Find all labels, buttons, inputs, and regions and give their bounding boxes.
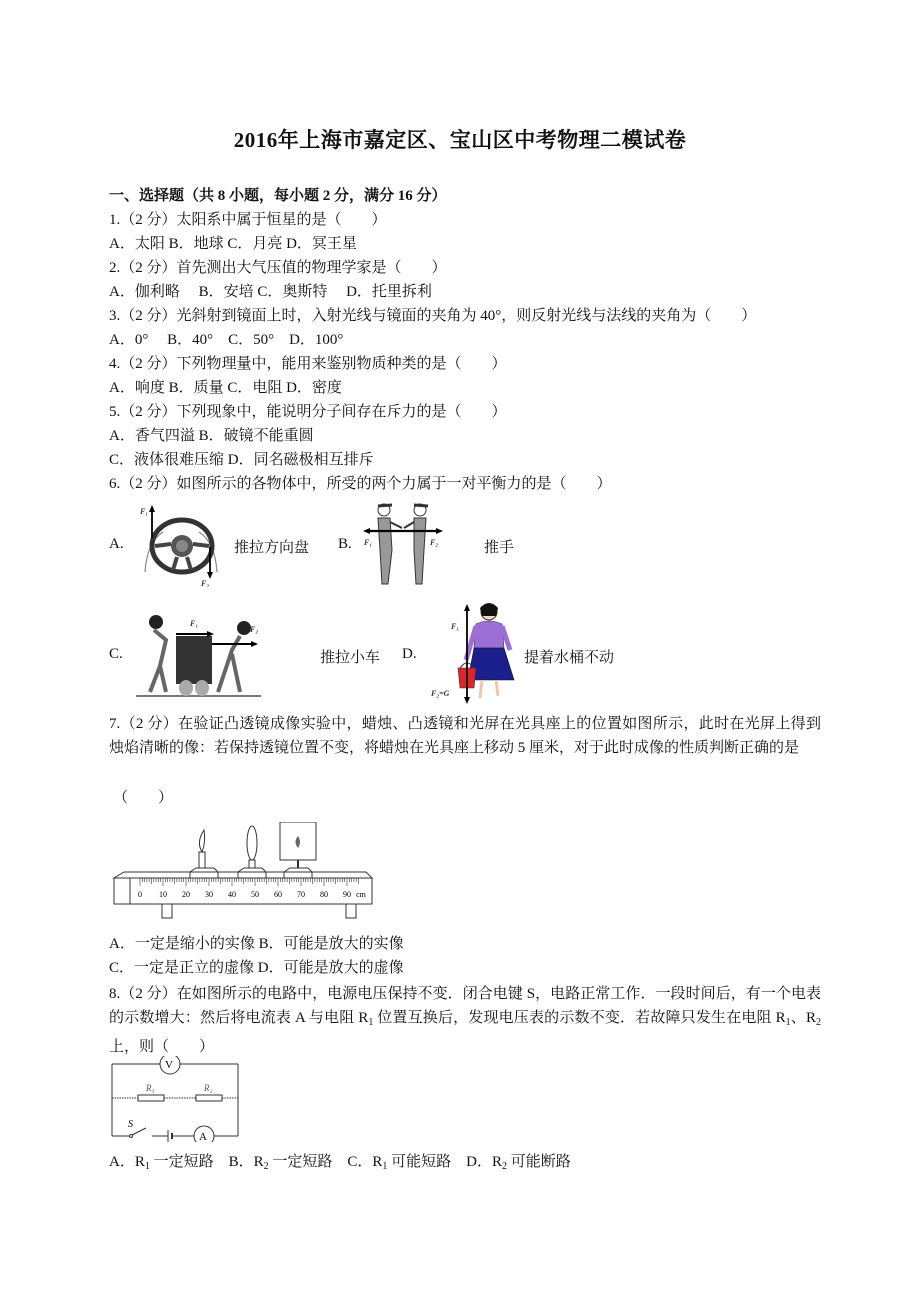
sub-2: 2 bbox=[816, 1017, 821, 1028]
steering-wheel-figure bbox=[135, 502, 230, 587]
q8-option-part: A．R bbox=[109, 1154, 145, 1170]
q3-stem: 3.（2 分）光斜射到镜面上时，入射光线与镜面的夹角为 40°，则反射光线与法线的夹角为（ ） bbox=[109, 308, 757, 324]
ruler-label: 30 bbox=[205, 890, 213, 899]
push-hands-figure bbox=[362, 500, 444, 590]
ruler-label: 40 bbox=[228, 890, 236, 899]
q6-stem: 6.（2 分）如图所示的各物体中，所受的两个力属于一对平衡力的是（ ） bbox=[109, 476, 612, 492]
q7-options-cd: C．一定是正立的虚像 D．可能是放大的虚像 bbox=[109, 960, 404, 976]
q8-option-part: 可能短路 D．R bbox=[387, 1154, 502, 1170]
q1-stem: 1.（2 分）太阳系中属于恒星的是（ ） bbox=[109, 212, 387, 228]
q3-options: A．0° B．40° C．50° D．100° bbox=[109, 332, 344, 348]
q5-stem: 5.（2 分）下列现象中，能说明分子间存在斥力的是（ ） bbox=[109, 404, 507, 420]
ruler-label: 90 bbox=[343, 890, 351, 899]
ruler-label: 80 bbox=[320, 890, 328, 899]
q7-stem: 7.（2 分）在验证凸透镜成像实验中，蜡烛、凸透镜和光屏在光具座上的位置如图所示，此时在光屏上得到烛焰清晰的像：若保持透镜位置不变，将蜡烛在光具座上移动 5 厘米，对于此时成像的性质判断正确的是 bbox=[109, 716, 821, 756]
f1-label: F₁ bbox=[364, 538, 373, 547]
sub-1: 1 bbox=[368, 1017, 374, 1028]
q6-option-d-caption: 提着水桶不动 bbox=[524, 650, 615, 666]
f2-label: F₂ bbox=[201, 579, 210, 587]
q6-option-b-caption: 推手 bbox=[484, 540, 515, 556]
r2-label: R₂ bbox=[204, 1083, 213, 1093]
q8-option-part: 一定短路 B．R bbox=[149, 1154, 264, 1170]
ruler-label: 60 bbox=[274, 890, 282, 899]
q8-stem-part: 8.（2 分）在如图所示的电路中，电源电压保持不变．闭合电键 S，电路正常工作．一段时间后，有一个电表的示数增大：然后将电流表 A 与电阻 R bbox=[109, 986, 821, 1026]
f2-label: F₂=G bbox=[431, 689, 450, 698]
f1-label: F₁ bbox=[140, 507, 149, 516]
optical-bench-figure bbox=[110, 822, 375, 922]
q8-stem bbox=[109, 982, 821, 1059]
q8-stem-part: 位置互换后，发现电压表的示数不变．若故障只发生在电阻 R bbox=[373, 1010, 786, 1026]
q7-options-ab: A．一定是缩小的实像 B．可能是放大的实像 bbox=[109, 936, 404, 952]
q2-stem: 2.（2 分）首先测出大气压值的物理学家是（ ） bbox=[109, 260, 447, 276]
sub-1: 1 bbox=[785, 1017, 791, 1028]
f2-label: F₂ bbox=[250, 625, 259, 634]
voltmeter-label: V bbox=[165, 1059, 173, 1071]
sub: 2 bbox=[263, 1161, 269, 1172]
q5-options-ab: A．香气四溢 B．破镜不能重圆 bbox=[109, 428, 314, 444]
ruler-label: 10 bbox=[159, 890, 167, 899]
switch-label: S bbox=[128, 1119, 133, 1130]
page-title: 2016年上海市嘉定区、宝山区中考物理二模试卷 bbox=[233, 128, 687, 152]
f2-label: F₂ bbox=[430, 538, 439, 547]
q6-option-a-caption: 推拉方向盘 bbox=[234, 540, 310, 556]
q6-option-c-caption: 推拉小车 bbox=[320, 650, 381, 666]
q8-stem-part: 上，则（ ） bbox=[109, 1039, 215, 1055]
q4-options: A．响度 B．质量 C．电阻 D．密度 bbox=[109, 380, 342, 396]
circuit-diagram bbox=[108, 1056, 243, 1142]
q6-option-c-label: C. bbox=[109, 646, 123, 662]
cart-push-pull-figure bbox=[136, 606, 261, 700]
q7-answer-paren: （ ） bbox=[113, 790, 174, 806]
ruler-label: 20 bbox=[182, 890, 190, 899]
q4-stem: 4.（2 分）下列物理量中，能用来鉴别物质种类的是（ ） bbox=[109, 356, 507, 372]
sub: 1 bbox=[144, 1161, 150, 1172]
q6-option-b-label: B. bbox=[338, 536, 352, 552]
ruler-label: 70 bbox=[297, 890, 305, 899]
ruler-label: cm bbox=[356, 890, 366, 899]
ammeter-label: A bbox=[199, 1131, 207, 1142]
ruler-label: 50 bbox=[251, 890, 259, 899]
q1-options: A．太阳 B．地球 C．月亮 D．冥王星 bbox=[109, 236, 357, 252]
section-heading: 一、选择题（共 8 小题，每小题 2 分，满分 16 分） bbox=[109, 188, 447, 204]
ruler-label: 0 bbox=[138, 890, 142, 899]
q6-option-a-label: A. bbox=[109, 536, 124, 552]
r1-label: R₁ bbox=[146, 1083, 155, 1093]
q8-option-part: 可能断路 bbox=[506, 1154, 571, 1170]
q8-option-part: 一定短路 C．R bbox=[268, 1154, 383, 1170]
f1-label: F₁ bbox=[190, 619, 199, 628]
q8-options bbox=[109, 1152, 571, 1177]
q5-options-cd: C．液体很难压缩 D．同名磁极相互排斥 bbox=[109, 452, 374, 468]
q6-option-d-label: D. bbox=[402, 646, 417, 662]
q2-options: A．伽利略 B．安培 C．奥斯特 D．托里拆利 bbox=[109, 284, 432, 300]
sub: 1 bbox=[382, 1161, 388, 1172]
bucket-holding-figure bbox=[430, 600, 525, 705]
f1-label: F₁ bbox=[451, 622, 460, 631]
q8-stem-part: 、R bbox=[790, 1010, 816, 1026]
sub: 2 bbox=[501, 1161, 507, 1172]
